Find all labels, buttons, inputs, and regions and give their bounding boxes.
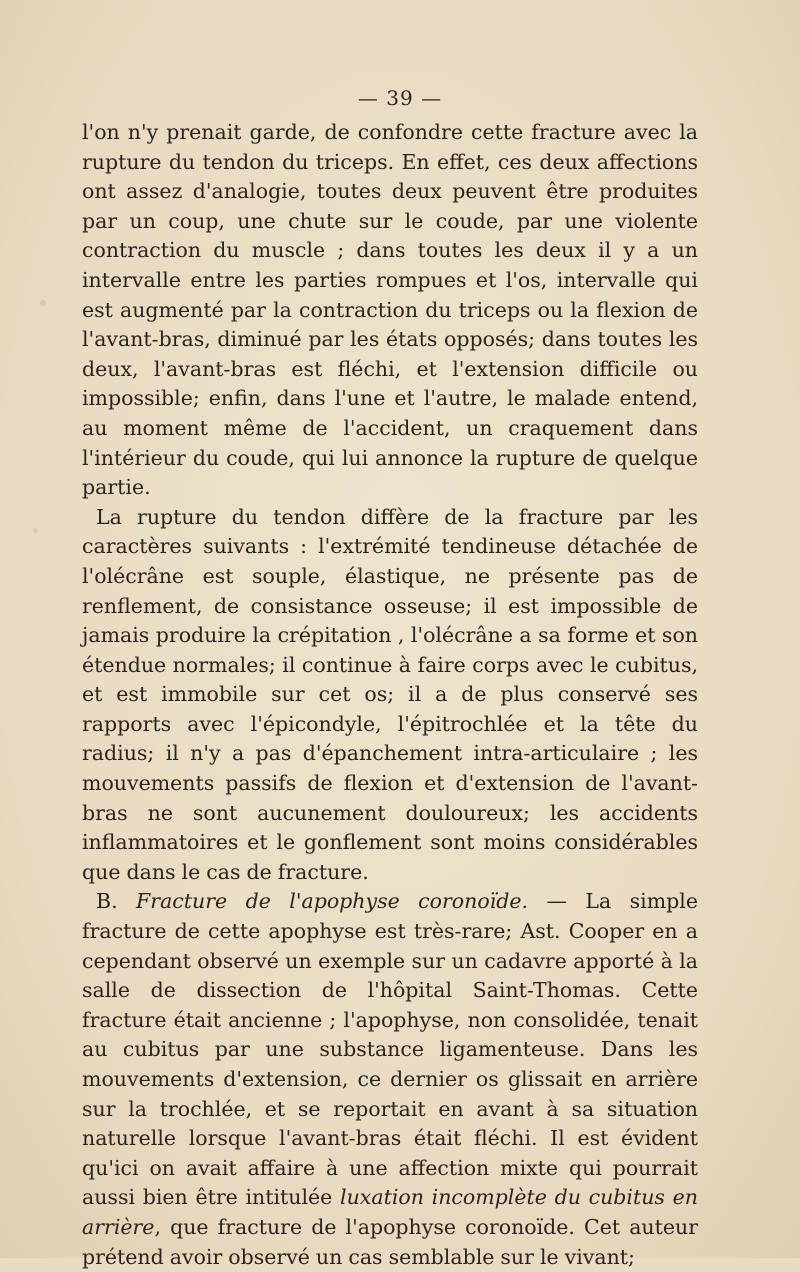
paragraph-3 (82, 887, 698, 1272)
section-heading: Fracture de l'apophyse coronoïde. (136, 889, 528, 914)
paragraph-1: l'on n'y prenait garde, de confondre cette fracture avec la rupture du tendon du triceps. En effet, ces deux affections ont assez d'analogie, toutes deux peuvent être produites par un coup, une chute sur le coude, par une violente contraction du muscle ; dans toutes les deux il y a un intervalle entre les parties rompues et l'os, intervalle qui est augmenté par la contraction du triceps ou la flexion de l'avant-bras, diminué par les états opposés; dans toutes les deux, l'avant-bras est fléchi, et l'extension difficile ou impossible; enfin, dans l'une et l'autre, le malade entend, au moment même de l'accident, un craquement dans l'intérieur du coude, qui lui annonce la rupture de quelque partie. (82, 120, 698, 500)
section-label: B. (96, 889, 118, 914)
body-text (82, 118, 698, 1272)
italic-term: luxation incomplète du cubitus en arrière (82, 1185, 699, 1239)
foxing-spot (40, 300, 46, 306)
page-number: — 39 — (357, 86, 443, 110)
paragraph-3-text-b: , que fracture de l'apophyse coronoïde. Cet auteur prétend avoir observé un cas semblable sur le vivant; (82, 1214, 698, 1269)
paragraph-2: La rupture du tendon diffère de la fracture par les caractères suivants : l'extrémité tendineuse détachée de l'olécrâne est souple, élastique, ne présente pas de renflement, de consistance osseuse; il est impossible de jamais produire la crépitation , l'olécrâne a sa forme et son étendue normales; il continue à faire corps avec le cubitus, et est immobile sur cet os; il a de plus conservé ses rapports avec l'épicondyle, l'épitrochlée et la tête du radius; il n'y a pas d'épanchement intra-articulaire ; les mouvements passifs de flexion et d'extension de l'avant-bras ne sont aucunement douloureux; les accidents inflammatoires et le gonflement sont moins considérables que dans le cas de fracture. (82, 504, 698, 884)
foxing-spot (33, 528, 38, 533)
paragraph-3-text-a: — La simple fracture de cette apophyse est très-rare; Ast. Cooper en a cependant observé un exemple sur un cadavre apporté à la salle de dissection de l'hôpital Saint-Thomas. Cette fracture était ancienne ; l'apophyse, non consolidée, tenait au cubitus par une substance ligamenteuse. Dans les mouvements d'extension, ce dernier os glissait en arrière sur la trochlée, et se reportait en avant à sa situation naturelle lorsque l'avant-bras était fléchi. Il est évident qu'ici on avait affaire à une affection mixte qui pourrait aussi bien être intitulée (82, 889, 698, 1210)
